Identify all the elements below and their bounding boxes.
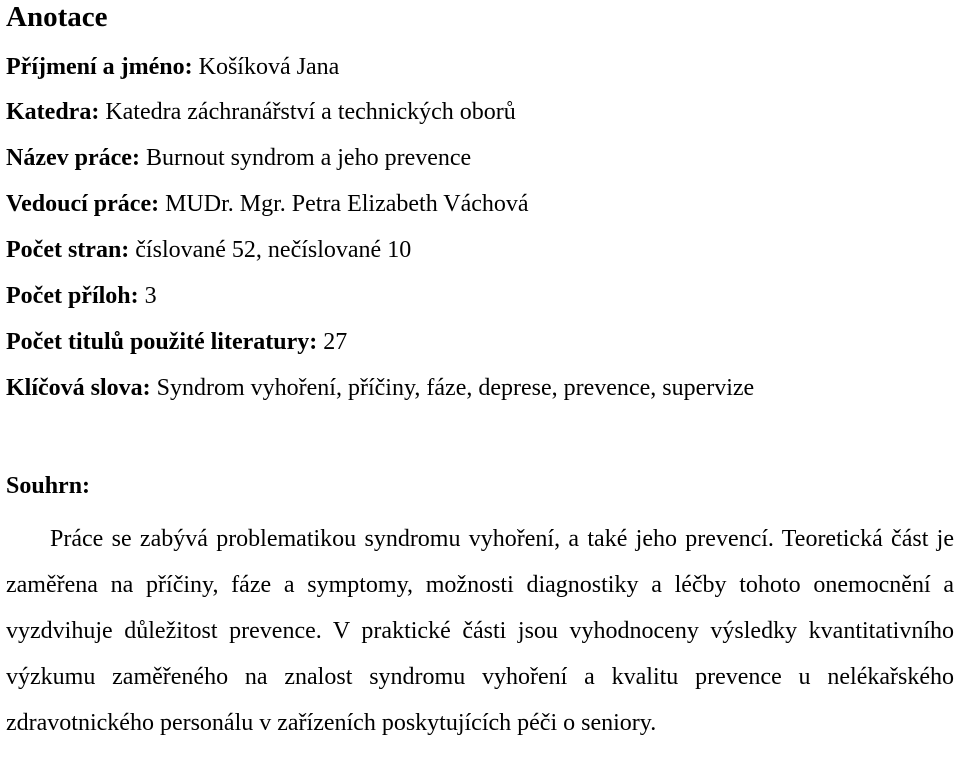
field-value: Katedra záchranářství a technických oborů — [105, 99, 516, 125]
field-label: Katedra: — [6, 99, 100, 125]
field-value: Košíková Jana — [198, 54, 340, 80]
field-department — [6, 98, 516, 126]
field-value: MUDr. Mgr. Petra Elizabeth Váchová — [165, 191, 529, 217]
field-value: Burnout syndrom a jeho prevence — [145, 145, 472, 171]
field-label: Příjmení a jméno: — [6, 54, 193, 80]
field-label: Počet titulů použité literatury: — [6, 329, 318, 355]
field-value: 27 — [323, 329, 348, 355]
field-label: Název práce: — [6, 145, 140, 171]
summary-text: Práce se zabývá problematikou syndromu vyhoření, a také jeho prevencí. Teoretická část je zaměřena na příčiny, fáze a symptomy, možnosti diagnostiky a léčby tohoto onemocnění a vyzdvihuje důležitost prevence. V praktické části jsou vyhodnoceny výsledky kvantitativního výzkumu zaměřeného na znalost syndromu vyhoření a kvalitu prevence u nelékařského zdravotnického personálu v zařízeních poskytujících péči o seniory. — [6, 526, 954, 736]
field-label: Počet příloh: — [6, 283, 139, 309]
field-label: Počet stran: — [6, 237, 130, 263]
field-page-count — [6, 236, 411, 264]
field-value: 3 — [144, 283, 157, 309]
field-label: Klíčová slova: — [6, 375, 151, 401]
summary-heading: Souhrn: — [6, 473, 91, 499]
field-literature-count — [6, 328, 347, 356]
field-attachment-count — [6, 282, 157, 310]
field-thesis-title — [6, 144, 471, 172]
field-keywords — [6, 374, 754, 402]
field-value: číslované 52, nečíslované 10 — [135, 237, 412, 263]
field-author — [6, 53, 339, 81]
field-value: Syndrom vyhoření, příčiny, fáze, deprese, prevence, supervize — [156, 375, 755, 401]
field-label: Vedoucí práce: — [6, 191, 160, 217]
field-supervisor — [6, 190, 529, 218]
page-title: Anotace — [6, 1, 108, 33]
